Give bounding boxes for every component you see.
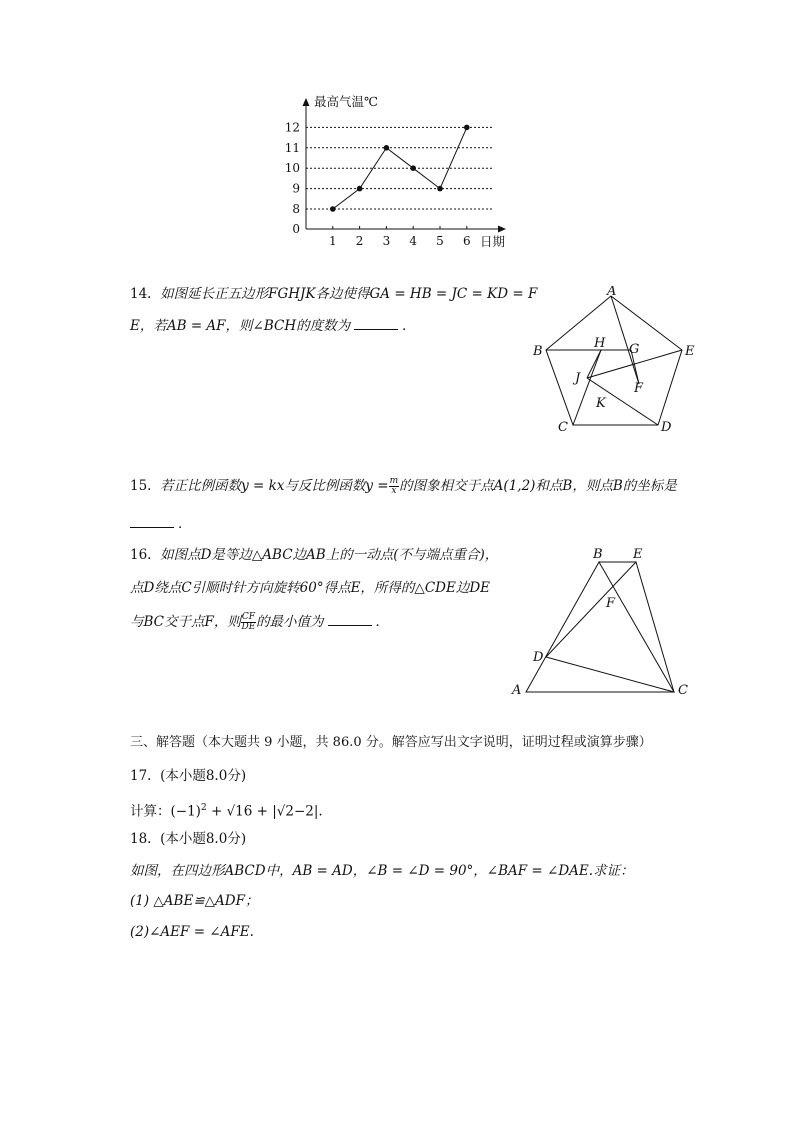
q16-line3-b: 的最小值为 [256, 614, 324, 630]
y-axis-label: 最高气温℃ [314, 94, 378, 109]
q15-frac-den: x [391, 486, 397, 496]
y-tick-10: 10 [284, 161, 300, 176]
label-D: D [661, 420, 672, 435]
y-tick-8: 8 [292, 202, 300, 216]
q16-line1 [130, 545, 498, 565]
label-A: A [512, 683, 522, 698]
q15-text-b: 的图象相交于点A(1,2)和点B，则点B的坐标是 [399, 478, 677, 494]
q15-end: ． [178, 516, 192, 532]
label-H: H [594, 336, 606, 351]
q14-line1 [130, 284, 537, 304]
label-E: E [685, 344, 695, 359]
data-point-3 [384, 145, 390, 151]
data-point-2 [357, 186, 363, 192]
q18-line1: 如图，在四边形ABCD中，AB = AD，∠B = ∠D = 90°，∠BAF = ∠DAE.求证： [130, 863, 634, 879]
q15-number: 15. [130, 478, 152, 494]
q14-line2-text: E，若AB = AF，则∠BCH的度数为 [130, 318, 351, 334]
triangle-ABC [526, 562, 674, 692]
label-D: D [533, 650, 544, 665]
x-axis-label: 日期 [480, 234, 506, 249]
q18-header [130, 829, 246, 849]
q16-line2: 点D绕点C引顺时针方向旋转60°得点E，所得的△CDE边DE [130, 580, 491, 596]
q18-number: 18. [130, 831, 152, 847]
y-tick-9: 9 [292, 181, 300, 196]
label-B: B [533, 344, 543, 359]
label-A: A [607, 286, 617, 299]
q17-header [130, 766, 246, 786]
label-E: E [633, 547, 643, 562]
q18-line3: (2)∠AEF = ∠AFE. [130, 924, 254, 940]
q16-answer-blank[interactable] [328, 613, 372, 626]
outer-pentagon [546, 296, 682, 425]
q17-score: (本小题8.0分) [160, 768, 247, 784]
q15-line2 [130, 514, 192, 534]
q16-number: 16. [130, 547, 152, 563]
q14-line1-text: 如图延长正五边形FGHJK各边使得GA = HB = JC = KD = F [160, 286, 538, 302]
q17-text-a: 计算：(−1) [130, 803, 201, 820]
pentagon-figure [528, 286, 698, 436]
triangle-figure [508, 544, 698, 700]
y-tick-12: 12 [284, 120, 300, 135]
q16-line3-a: 与BC交于点F，则 [130, 614, 241, 630]
q17-expression [130, 798, 323, 822]
q14-end: ． [402, 318, 416, 334]
q17-text-b: + √16 + |√2−2|. [206, 803, 323, 820]
x-tick-3: 3 [382, 234, 391, 248]
segment-HJ [587, 350, 601, 378]
segment-AF [611, 296, 639, 384]
q16-end: ． [375, 614, 390, 630]
q15-fraction [389, 477, 400, 496]
data-point-1 [330, 206, 336, 212]
data-point-6 [464, 125, 470, 131]
q16-line3 [130, 612, 389, 632]
q15-frac-num: m [389, 476, 399, 486]
temperature-line-chart [280, 88, 520, 256]
y-tick-11: 11 [284, 140, 300, 155]
label-J: J [575, 371, 581, 386]
q14-answer-blank[interactable] [354, 317, 398, 330]
x-axis-arrow [498, 226, 506, 233]
x-tick-1: 1 [328, 234, 337, 248]
label-C: C [558, 420, 568, 435]
label-K: K [596, 396, 606, 411]
q16-frac-num: CF [241, 612, 256, 622]
q17-sup: 2 [200, 803, 207, 813]
segment-CH [573, 350, 601, 425]
y-axis-arrow [303, 98, 310, 106]
label-G: G [629, 342, 640, 357]
section3-title: 三、解答题（本大题共 9 小题，共 86.0 分。解答应写出文字说明，证明过程或演算步骤） [130, 735, 652, 750]
x-tick-6: 6 [462, 234, 471, 248]
q18-line2: (1) △ABE≌△ADF； [130, 893, 259, 909]
label-F: F [606, 596, 616, 611]
q15-line1 [130, 476, 677, 496]
data-point-5 [437, 186, 443, 192]
data-point-4 [410, 165, 416, 171]
q14-line2 [130, 316, 416, 336]
q17-number: 17. [130, 768, 152, 784]
q16-line1-text: 如图点D是等边△ABC边AB上的一动点(不与端点重合)， [160, 547, 499, 563]
q14-number: 14. [130, 286, 152, 302]
label-C: C [678, 683, 688, 698]
q15-answer-blank[interactable] [130, 515, 174, 528]
label-F: F [634, 381, 644, 396]
x-tick-4: 4 [409, 234, 418, 248]
label-B: B [593, 547, 603, 562]
x-tick-5: 5 [436, 234, 444, 248]
q16-frac-den: DE [241, 622, 256, 632]
q18-score: (本小题8.0分) [160, 831, 247, 847]
q15-text-a: 若正比例函数y = kx与反比例函数y = [160, 478, 389, 494]
y-tick-0: 0 [292, 222, 300, 236]
x-tick-2: 2 [355, 234, 364, 248]
q16-fraction [241, 613, 256, 632]
